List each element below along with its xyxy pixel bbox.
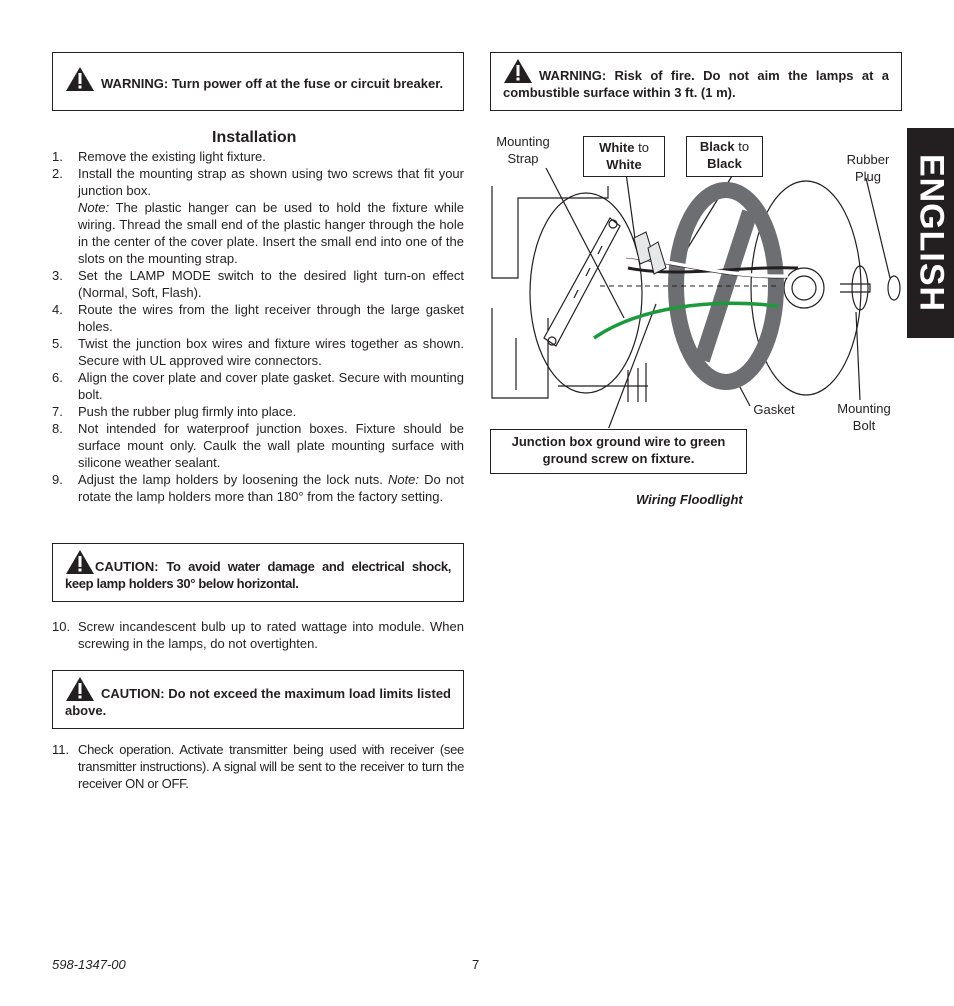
list-item: 2. Install the mounting strap as shown using two screws that fit your junction box. Note: The plastic hanger can be used to hold the fixture while wiring. Thread the small end of the plastic hanger through the hole in the center of the cover plate. Insert the small end into one of the slots on the mounting strap. (52, 166, 464, 266)
language-tab (907, 128, 954, 338)
warning-power-label: WARNING: (101, 76, 169, 91)
language-tab-label: ENGLISH (912, 153, 950, 313)
wire-connector-icon (648, 242, 666, 274)
caution-load-label: CAUTION: (101, 686, 165, 701)
warning-power-text: Turn power off at the fuse or circuit breaker. (171, 76, 444, 91)
list-item: 10. Screw incandescent bulb up to rated wattage into module. When screwing in the lamps, do not overtighten. (52, 619, 464, 651)
warning-triangle-icon (65, 66, 95, 92)
warning-fire-text: Risk of fire. Do not aim the lamps at a combustible surface within 3 ft. (1 m). (503, 68, 889, 100)
list-item: 7. Push the rubber plug firmly into place. (52, 404, 297, 419)
warning-triangle-icon (503, 58, 533, 84)
gasket-label: Gasket (753, 402, 795, 417)
caution-water-box (52, 543, 464, 602)
list-item: 1. Remove the existing light fixture. (52, 149, 266, 164)
warning-fire-box (490, 52, 902, 111)
page-number: 7 (472, 957, 480, 972)
document-number: 598-1347-00 (52, 957, 126, 972)
caution-load-box (52, 670, 464, 729)
mounting-strap-label: Mounting Strap (496, 134, 550, 166)
diagram-caption: Wiring Floodlight (636, 492, 743, 507)
warning-power-box (52, 52, 464, 111)
list-item: 9. Adjust the lamp holders by loosening the lock nuts. Note: Do not rotate the lamp holders more than 180° from the factory setting. (52, 472, 464, 504)
mounting-strap-plate (530, 193, 642, 393)
list-item: 8. Not intended for waterproof junction boxes. Fixture should be surface mount only. Caulk the wall plate mounting surface with silicone weather sealant. (52, 421, 464, 470)
list-item: 3. Set the LAMP MODE switch to the desired light turn-on effect (Normal, Soft, Flash). (52, 268, 464, 300)
installation-step-10 (52, 618, 464, 652)
caution-load-text: Do not exceed the maximum load limits listed above. (65, 686, 451, 718)
white-to-white-label: White to White (583, 136, 665, 177)
list-item: 11. Check operation. Activate transmitter being used with receiver (see transmitter instructions). A signal will be sent to the receiver to turn the receiver ON or OFF. (52, 742, 464, 791)
rubber-plug-label: Rubber Plug (846, 152, 890, 184)
list-item: 5. Twist the junction box wires and fixture wires together as shown. Secure with UL approved wire connectors. (52, 336, 464, 368)
warning-triangle-icon (65, 676, 95, 702)
rubber-plug-icon (888, 276, 900, 300)
ground-wire-note: Junction box ground wire to green ground screw on fixture. (490, 429, 747, 474)
warning-triangle-icon (65, 549, 95, 575)
black-to-black-label: Black to Black (686, 136, 763, 177)
installation-step-11 (52, 741, 464, 792)
warning-fire-label: WARNING: (539, 68, 607, 83)
installation-steps (52, 148, 464, 505)
caution-water-text: To avoid water damage and electrical shock, keep lamp holders 30° below horizontal. (65, 559, 451, 591)
list-item: 6. Align the cover plate and cover plate gasket. Secure with mounting bolt. (52, 370, 464, 402)
mounting-bolt-label: Mounting Bolt (837, 401, 891, 433)
list-item: 4. Route the wires from the light receiver through the large gasket holes. (52, 302, 464, 334)
installation-title: Installation (212, 129, 297, 146)
caution-water-label: CAUTION: (95, 559, 159, 574)
